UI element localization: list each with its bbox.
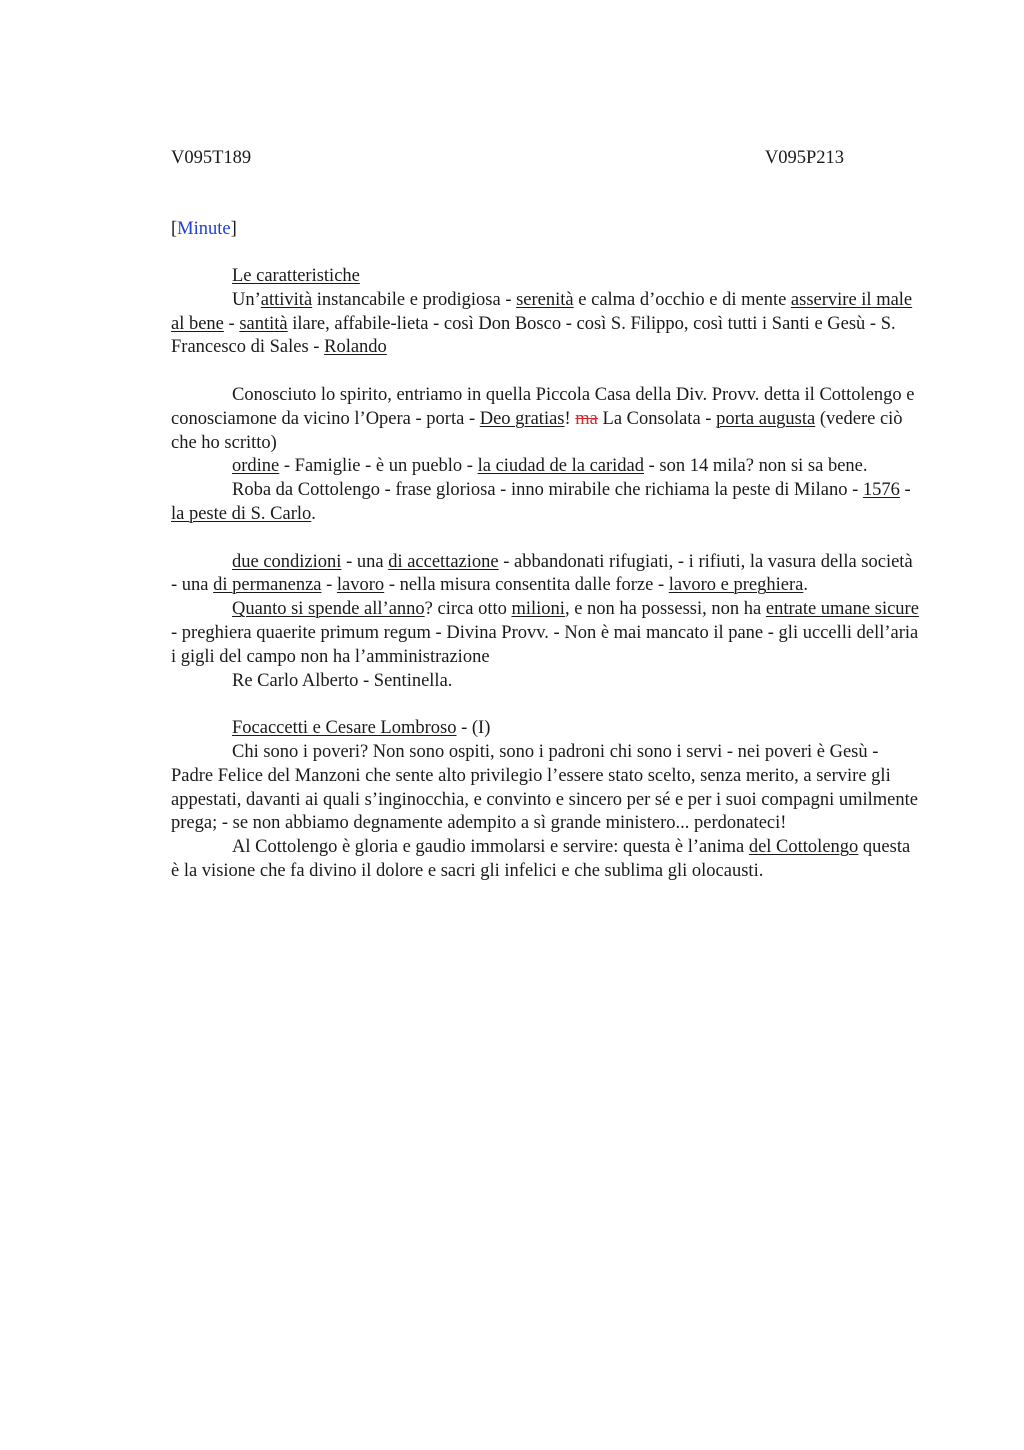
left-document-code: V095T189 <box>171 148 252 168</box>
underlined-span: entrate umane sicure <box>765 599 919 620</box>
text-span: ? circa otto <box>424 599 512 620</box>
text-span: Al Cottolengo è gloria e gaudio immolarsi e servire: questa è l’anima <box>232 837 749 858</box>
paragraph-heading-caratteristiche <box>171 265 921 289</box>
underlined-span: la peste di S. Carlo <box>171 503 312 524</box>
right-document-code: V095P213 <box>764 148 844 168</box>
text-span: - preghiera quaerite primum regum - Divina Provv. - Non è mai mancato il pane - gli uccelli dell’aria i gigli del campo non ha l’amministrazione <box>171 622 919 667</box>
text-span: - (I) <box>456 718 491 739</box>
text-span: (vedere ciò che ho scritto) <box>171 408 903 453</box>
underlined-span: Deo gratias <box>479 408 565 429</box>
paragraph-gap <box>171 693 921 717</box>
text-span: Re Carlo Alberto - Sentinella. <box>232 670 453 691</box>
document-page <box>171 146 921 884</box>
underlined-span: Quanto si spende all’anno <box>232 599 425 620</box>
text-span: Roba da Cottolengo - frase gloriosa - inno mirabile che richiama la peste di Milano - <box>232 480 863 501</box>
text-span: , e non ha possessi, non ha <box>564 599 766 620</box>
struck-through-span: ma <box>575 408 598 429</box>
underlined-span: lavoro <box>336 575 385 596</box>
text-span: ! <box>564 408 576 429</box>
text-span: questa è la visione che fa divino il dolore e sacri gli infelici e che sublima gli olocausti. <box>171 837 911 881</box>
text-span: . <box>311 503 316 524</box>
paragraph-due-condizioni <box>171 551 921 599</box>
underlined-span: lavoro e preghiera <box>668 575 804 596</box>
underlined-span: del Cottolengo <box>748 837 859 858</box>
paragraph-ordine <box>171 455 921 479</box>
paragraph-gap <box>171 360 921 384</box>
text-span: - una <box>341 551 389 572</box>
document-codes <box>171 146 844 170</box>
underlined-span: attività <box>260 289 313 310</box>
text-span: - <box>321 575 337 596</box>
underlined-span: serenità <box>516 289 574 310</box>
text-span: - <box>223 313 240 334</box>
paragraph-focaccetti <box>171 717 921 741</box>
text-span: Chi sono i poveri? Non sono ospiti, sono i padroni chi sono i servi - nei poveri è Gesù - Padre Felice del Manzoni che sente alto privilegio l’essere stato scelto, senza merito, a servire gli appestati, davanti ai quali s’inginocchia, e convinto e sincero per sé e per i suoi compagni umilmente prega; - se non abbiamo degnamente adempito a sì grande ministero... perdonateci! <box>171 741 918 834</box>
text-span: - Famiglie - è un pueblo - <box>279 456 478 477</box>
section-tag <box>171 217 921 241</box>
underlined-span: milioni <box>511 599 565 620</box>
paragraph-roba-da-cottolengo <box>171 479 921 527</box>
underlined-span: Rolando <box>324 337 387 358</box>
text-span: Conosciuto lo spirito, entriamo in quella Piccola Casa della Div. Provv. detta il Cottolengo e conosciamone da vicino l’Opera - porta - <box>171 384 915 429</box>
text-span: - nella misura consentita dalle forze - <box>384 575 669 596</box>
underlined-span: Focaccetti e Cesare Lombroso <box>232 718 457 739</box>
underlined-span: ordine <box>232 456 280 477</box>
minute-tag: Minute <box>177 219 231 239</box>
document-body <box>171 265 921 884</box>
paragraph-caratteristiche <box>171 289 921 360</box>
paragraph-conosciuto <box>171 384 921 455</box>
text-span: - son 14 mila? non si sa bene. <box>644 456 868 477</box>
close-bracket: ] <box>230 219 237 239</box>
text-span: La Consolata - <box>597 408 717 429</box>
paragraph-chi-sono-i-poveri <box>171 741 921 836</box>
text-span: . <box>803 575 808 596</box>
paragraph-quanto-si-spende <box>171 598 921 669</box>
text-span: e calma d’occhio e di mente <box>573 289 791 310</box>
paragraph-gap <box>171 527 921 551</box>
text-span: Un’ <box>232 289 261 310</box>
underlined-span: porta augusta <box>716 408 816 429</box>
underlined-span: di accettazione <box>388 551 499 572</box>
text-span: instancabile e prodigiosa - <box>312 289 517 310</box>
underlined-span: la ciudad de la caridad <box>477 456 645 477</box>
underlined-span: santità <box>239 313 288 334</box>
text-span: - <box>899 480 911 501</box>
paragraph-al-cottolengo <box>171 836 921 884</box>
open-bracket: [ <box>171 219 178 239</box>
text-span: - abbandonati rifugiati, - i rifiuti, la vasura della società - una <box>171 551 913 596</box>
underlined-span: di permanenza <box>213 575 322 596</box>
text-span: ilare, affabile-lieta - così Don Bosco - così S. Filippo, così tutti i Santi e Gesù - S. Francesco di Sales - <box>171 313 896 358</box>
paragraph-re-carlo-alberto <box>171 670 921 694</box>
underlined-span: due condizioni <box>232 551 342 572</box>
underlined-span: asservire il male al bene <box>171 289 913 334</box>
heading-text: Le caratteristiche <box>232 266 360 286</box>
underlined-span: 1576 <box>862 480 900 501</box>
